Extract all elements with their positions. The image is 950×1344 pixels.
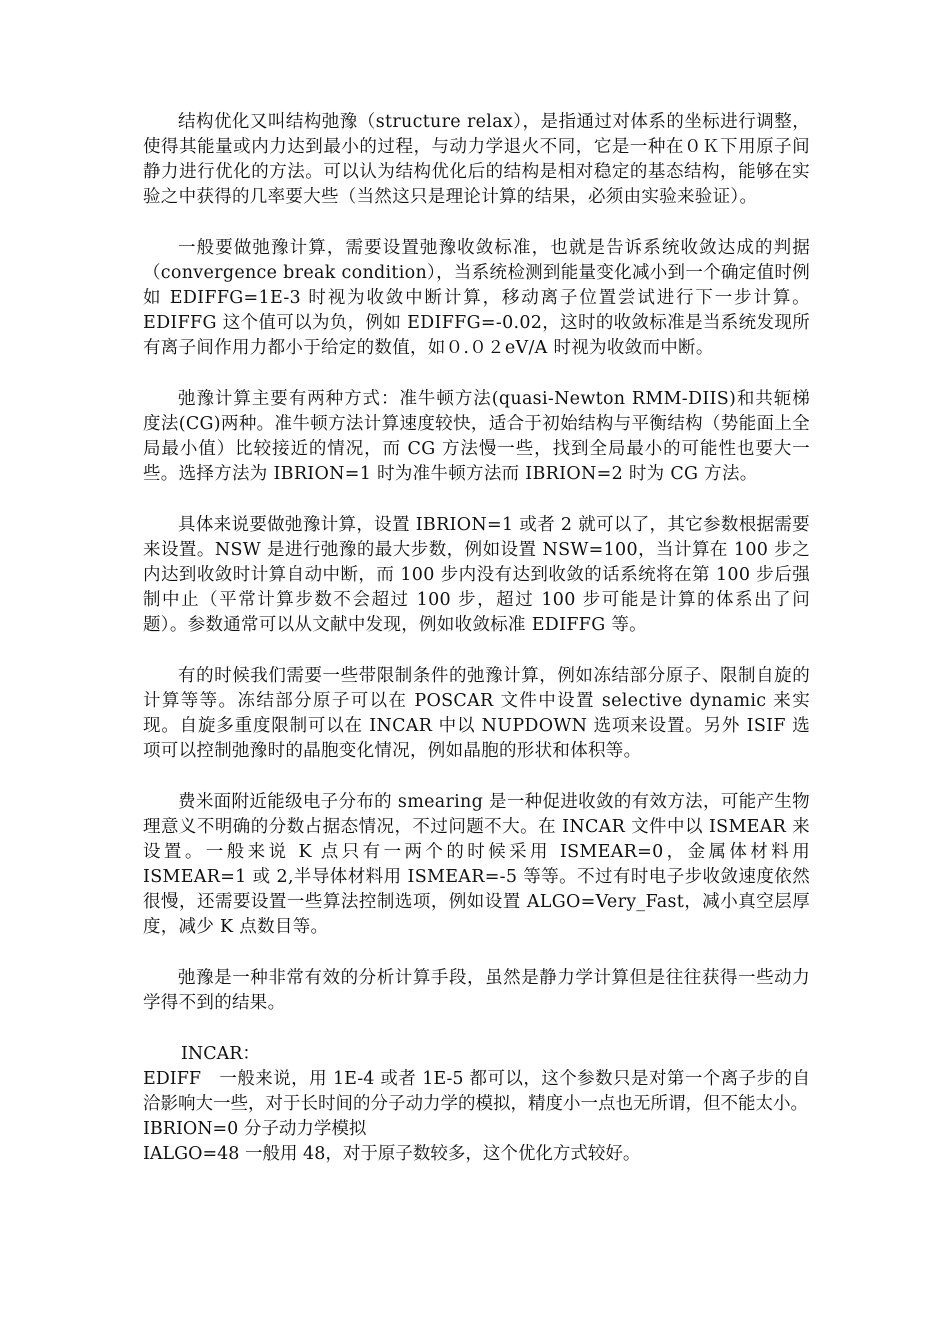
paragraph-relax-methods: 弛豫计算主要有两种方式：准牛顿方法(quasi-Newton RMM-DIIS)和共轭梯度法(CG)两种。准牛顿方法计算速度较快，适合于初始结构与平衡结构（势能面上全局最小值）比较接近的情况，而 CG 方法慢一些，找到全局最小的可能性也要大一些。选择方法为 IBRION=1 时为准牛顿方法而 IBRION=2 时为 CG 方法。 (143, 389, 810, 484)
paragraph-structure-relax-intro: 结构优化又叫结构弛豫（structure relax），是指通过对体系的坐标进行调整，使得其能量或内力达到最小的过程，与动力学退火不同，它是一种在０Ｋ下用原子间静力进行优化的方法。可以认为结构优化后的结构是相对稳定的基态结构，能够在实验之中获得的几率要大些（当然这只是理论计算的结果，必须由实验来验证）。 (143, 112, 810, 207)
paragraph-constraints: 有的时候我们需要一些带限制条件的弛豫计算，例如冻结部分原子、限制自旋的计算等等。冻结部分原子可以在 POSCAR 文件中设置 selective dynamic 来实现。自旋多重度限制可以在 INCAR 中以 NUPDOWN 选项来设置。另外 ISIF 选项可以控制弛豫时的晶胞变化情况，例如晶胞的形状和体积等。 (143, 666, 810, 761)
incar-line-ibrion: IBRION=0 分子动力学模拟 (143, 1119, 367, 1139)
incar-section (143, 1042, 810, 1167)
paragraph-convergence-criteria: 一般要做弛豫计算，需要设置弛豫收敛标准，也就是告诉系统收敛达成的判据（convergence break condition），当系统检测到能量变化减小到一个确定值时例如 EDIFFG=1E-3 时视为收敛中断计算，移动离子位置尝试进行下一步计算。EDIFFG 这个值可以为负，例如 EDIFFG=-0.02，这时的收敛标准是当系统发现所有离子间作用力都小于给定的数值，如０.０２eV/A 时视为收敛而中断。 (143, 238, 810, 358)
incar-line-ediff: EDIFF 一般来说，用 1E-4 或者 1E-5 都可以，这个参数只是对第一个离子步的自洽影响大一些，对于长时间的分子动力学的模拟，精度小一点也无所谓，但不能太小。 (143, 1069, 810, 1114)
paragraph-summary: 弛豫是一种非常有效的分析计算手段，虽然是静力学计算但是往往获得一些动力学得不到的结果。 (143, 968, 810, 1013)
paragraph-relax-settings: 具体来说要做弛豫计算，设置 IBRION=1 或者 2 就可以了，其它参数根据需要来设置。NSW 是进行弛豫的最大步数，例如设置 NSW=100，当计算在 100 步之内达到收敛时计算自动中断，而 100 步内没有达到收敛的话系统将在第 100 步后强制中止（平常计算步数不会超过 100 步，超过 100 步可能是计算的体系出了问题）。参数通常可以从文献中发现，例如收敛标准 EDIFFG 等。 (143, 515, 810, 635)
document-page (143, 110, 810, 1167)
incar-line-ialgo: IALGO=48 一般用 48，对于原子数较多，这个优化方式较好。 (143, 1144, 641, 1164)
incar-title: INCAR： (181, 1044, 260, 1064)
paragraph-smearing: 费米面附近能级电子分布的 smearing 是一种促进收敛的有效方法，可能产生物理意义不明确的分数占据态情况，不过问题不大。在 INCAR 文件中以 ISMEAR 来设置。一般来说 K 点只有一两个的时候采用 ISMEAR=0，金属体材料用 ISMEAR=1 或 2,半导体材料用 ISMEAR=-5 等等。不过有时电子步收敛速度依然很慢，还需要设置一些算法控制选项，例如设置 ALGO=Very_Fast，减小真空层厚度，减少 K 点数目等。 (143, 792, 810, 937)
